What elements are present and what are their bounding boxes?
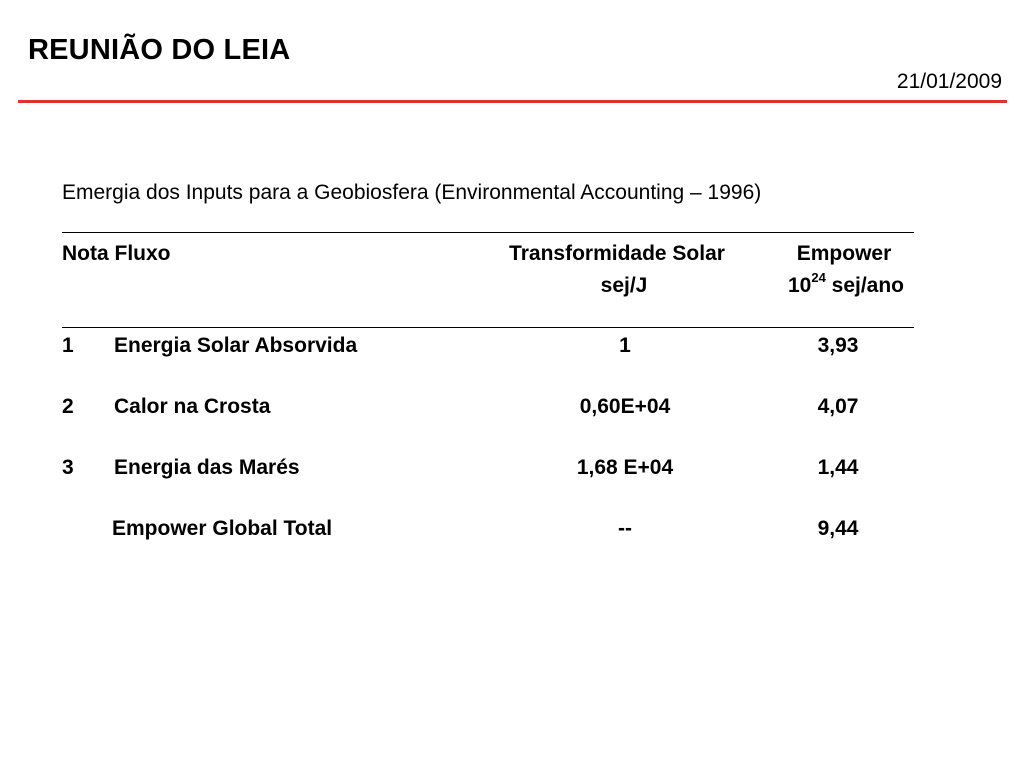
- slide-title: REUNIÃO DO LEIA: [28, 34, 291, 66]
- row-2-transformidade: 0,60E+04: [579, 395, 671, 418]
- header-transformidade-unit: sej/J: [600, 274, 648, 297]
- table-header-rule: [62, 327, 914, 328]
- header-transformidade: Transformidade Solar: [509, 242, 725, 265]
- row-3-nota: 3: [62, 456, 74, 479]
- row-1-empower: 3,93: [817, 334, 859, 357]
- row-1-nota: 1: [62, 334, 74, 357]
- row-1-transformidade: 1: [619, 334, 631, 357]
- header-divider: [18, 100, 1007, 103]
- row-2-nota: 2: [62, 395, 74, 418]
- row-3-fluxo: Energia das Marés: [114, 456, 300, 479]
- header-nota-fluxo: Nota Fluxo: [62, 242, 171, 265]
- empower-unit-rest: sej/ano: [825, 274, 905, 297]
- table-top-rule: [62, 232, 914, 233]
- total-label: Empower Global Total: [112, 517, 333, 540]
- empower-unit-exponent: 24: [811, 270, 826, 285]
- header-empower: Empower: [796, 242, 892, 265]
- header-empower-unit: [787, 270, 905, 298]
- empower-unit-base: 10: [787, 274, 812, 297]
- row-3-empower: 1,44: [817, 456, 859, 479]
- total-transformidade: --: [618, 517, 632, 540]
- slide-date: 21/01/2009: [896, 70, 1002, 93]
- row-2-fluxo: Calor na Crosta: [114, 395, 271, 418]
- row-1-fluxo: Energia Solar Absorvida: [114, 334, 358, 357]
- row-3-transformidade: 1,68 E+04: [576, 456, 674, 479]
- row-2-empower: 4,07: [817, 395, 859, 418]
- total-empower: 9,44: [817, 517, 859, 540]
- table-caption: Emergia dos Inputs para a Geobiosfera (Environmental Accounting – 1996): [62, 181, 762, 204]
